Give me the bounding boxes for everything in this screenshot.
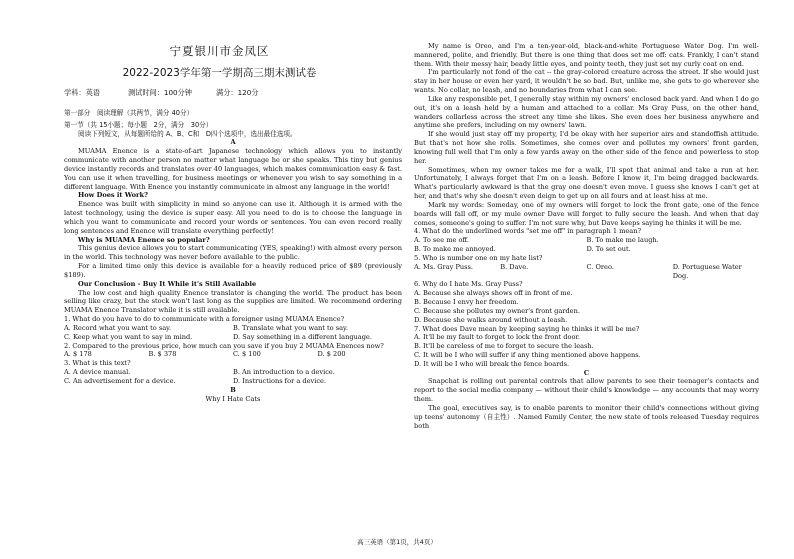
question-5-options (414, 263, 759, 281)
option: A. It'll be my fault to forget to lock the front door. (414, 333, 580, 342)
score-label: 满分：120分 (216, 88, 259, 97)
section-one-heading: 第一节（共 15小题；每小题 2分，满分 30分） (64, 120, 213, 129)
passage-a-paragraph: For a limited time only this device is available for a heavily reduced price of $89 (previously $189). (64, 262, 402, 279)
option: B. An introduction to a device. (233, 368, 335, 377)
option: D. It will be I who will break the fence boards. (414, 359, 570, 368)
option: A. To see me off. (414, 236, 469, 245)
question-1-options (64, 324, 402, 333)
question-2: 2. Compared to the previous price, how much can you save if you buy 2 MUAMA Enences now? (64, 341, 384, 350)
option: A. $ 178 (64, 350, 92, 359)
option: B. $ 378 (148, 350, 177, 359)
passage-b-paragraph: If she would just stay off my property, I'd be okay with her superior airs and standoffish attitude. But that's not how she rolls. Sometimes, she comes over and pollutes my owners' front garden, knowing full well that I'm only a few yards away on the other side of the fence and powerless to stop her. (414, 130, 759, 165)
question-4: 4. What do the underlined words "set me off" in paragraph 1 mean? (414, 227, 641, 236)
option: A. A device manual. (64, 368, 131, 377)
option: D. $ 200 (317, 350, 346, 359)
passage-a-paragraph: Enence was built with simplicity in mind so anyone can use it. Although it is armed with the latest technology, using the device is super easy. All you need to do is to choose the language in which you want to communicate and record your words or sentences. You can even record really long sentences and Enence will translate everything perfectly! (64, 200, 402, 235)
option: B. Because I envy her freedom. (414, 298, 519, 307)
option: D. Say something in a different language. (233, 332, 372, 341)
passage-a-heading: Our Conclusion - Buy It While it's Still Available (78, 279, 257, 288)
passage-c-paragraph: The goal, executives say, is to enable parents to monitor their child's connections without giving up teens' autonomy（自主性）. Named Family Center, the new state of tools released Tuesday requires both (414, 403, 759, 430)
passage-a-heading: Why is MUAMA Enence so popular? (78, 235, 210, 244)
question-3-options (64, 368, 402, 377)
passage-b-title: Why I Hate Cats (205, 394, 261, 403)
question-1: 1. What do you have to do to communicate with a foreigner using MUAMA Enence? (64, 315, 345, 324)
question-3: 3. What is this text? (64, 359, 131, 368)
passage-a-paragraph: This genius device allows you to start communicating (YES, speaking!) with almost every person in the world. This technology was never before available to the public. (64, 244, 402, 262)
part-one-heading: 第一部分 阅读理解（共两节，满分 40分） (64, 109, 194, 117)
passage-b-paragraph: I'm particularly not fond of the cat -- the gray-colored creature across the street. If she would just stay in her house or even her yard, it wouldn't be so bad. But, unlike me, she gets to go wherever she wants. No collar, no leash, and no boundaries from what I can see. (414, 68, 759, 95)
page-footer: 高三英语（第1页，共4页） (357, 538, 437, 546)
option: C. An advertisement for a device. (64, 376, 176, 385)
option: B. Translate what you want to say. (233, 323, 348, 332)
question-3-options (64, 377, 402, 386)
passage-b-paragraph: My name is Oreo, and I'm a ten-year-old, black-and-white Portuguese Water Dog. I'm well-mannered, polite, and friendly. But there is one thing that does set me off: cats. Frankly, I can't stand them. With their messy hair, beady little eyes, and pointy teeth, they just set my curly coat on end. (414, 42, 759, 68)
question-4-options (414, 236, 759, 245)
subject-label: 学科：英语 (64, 88, 100, 97)
option: D. Instructions for a device. (233, 376, 327, 385)
question-5: 5. Who is number one on my hate list? (414, 253, 543, 262)
question-2-options (64, 350, 402, 359)
option: A. Because she always shows off in front of me. (414, 289, 573, 298)
exam-meta (64, 88, 258, 98)
option: B. To make me laugh. (586, 236, 659, 245)
passage-b-paragraph: Mark my words: Someday, one of my owners will forget to lock the front gate, one of the fence boards will fall off, or my mule owner Dave will forget to fully secure the leash. And when that day comes, someone's going to suffer. I'm not sure why, but Dave keeps saying he thinks it will be me. (414, 200, 759, 227)
passage-b-label: B (230, 385, 236, 394)
option: B. It'll be careless of me to forget to secure the leash. (414, 342, 594, 351)
question-7: 7. What does Dave mean by keeping saying he thinks it will be me? (414, 324, 640, 333)
option: B. Dave. (500, 262, 529, 271)
time-label: 测试时间：100分钟 (127, 88, 192, 97)
left-column-body (64, 109, 402, 403)
passage-a-paragraph: The low cost and high quality Enence translator is changing the world. The product has been selling like crazy, but the stock won't last long as the supplies are limited. We recommend ordering MUAMA Enence Translator while it is still available. (64, 288, 402, 315)
question-4-options (414, 245, 759, 254)
passage-a-heading: How Does it Work? (78, 191, 148, 200)
option: B. To make me annoyed. (414, 245, 496, 254)
passage-a-paragraph: MUAMA Enence is a state-of-art Japanese technology which allows you to instantly communicate with another person no matter what language he or she speaks. This tiny but genius device instantly records and translates over 40 languages, which makes communication easy & fast. You can use it when travelling, for business meetings or whenever you wish to say something in a different language. With Enence you instantly communicate in almost any language in the world! (64, 147, 402, 191)
passage-b-paragraph: Sometimes, when my owner takes me for a walk, I'll spot that animal and take a run at her. Unfortunately, I always forget that I'm on a leash. Before I know it, I'm being dragged backwards. What's particularly awkward is that the gray one doesn't even move. I guess she knows I can't get at her, and that's why she doesn't even deign to get up on all fours and at least hiss at me. (414, 165, 759, 201)
passage-c-paragraph: Snapchat is rolling out parental controls that allow parents to see their teenager's contacts and report to the social media company — without their child's knowledge — any accounts that may worry them. (414, 377, 759, 404)
option: A. Record what you want to say. (64, 323, 172, 332)
passage-c-label: C (583, 368, 590, 377)
option: D. Because she walks around without a leash. (414, 315, 568, 324)
option: C. Oreo. (586, 262, 614, 271)
option: C. Keep what you want to say in mind. (64, 332, 193, 341)
passage-a-label: A (230, 138, 236, 147)
passage-b-paragraph: Like any responsible pet, I generally stay within my owners' enclosed back yard. And when I do go out, it's on a leash held by a human and attached to a collar. Ms Gray Puss, on the other hand, wanders collarless across the street any time she likes. She even does her business anywhere and anytime she prefers, including on my owners' lawn. (414, 94, 759, 130)
option: D. To set out. (586, 245, 631, 254)
option: C. Because she pollutes my owner's front garden. (414, 306, 580, 315)
page-title-region: 宁夏银川市金凤区 (169, 44, 270, 58)
option: C. It will be I who will suffer if any thing mentioned above happens. (414, 350, 641, 359)
right-column-body (414, 42, 759, 430)
question-6: 6. Why do I hate Ms. Gray Puss? (414, 280, 523, 289)
option: A. Ms. Gray Puss. (414, 262, 473, 271)
option: C. $ 100 (233, 350, 261, 359)
question-1-options (64, 333, 402, 342)
option: D. Portuguese Water Dog. (672, 262, 742, 280)
page-title-exam: 2022-2023学年第一学期高三期末测试卷 (122, 67, 317, 79)
instructions: 阅读下列短文，从每题所给的 A、B、C和 D四个选项中，选出最佳选项。 (78, 129, 297, 138)
